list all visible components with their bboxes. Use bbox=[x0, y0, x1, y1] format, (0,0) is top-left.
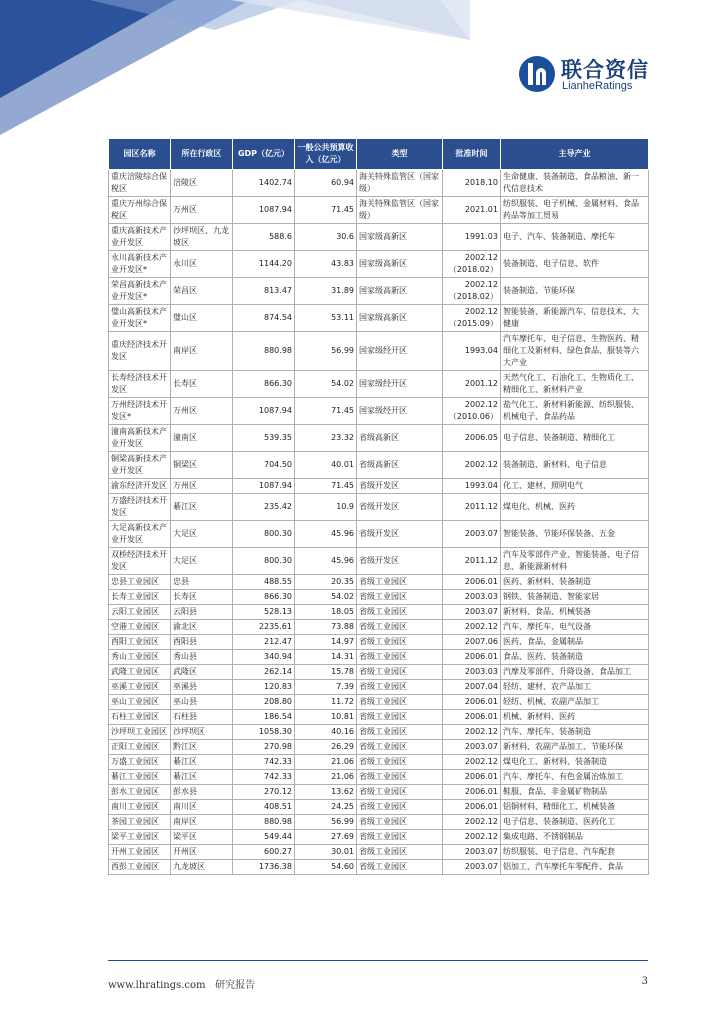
cell-approval-time: 2003.03 bbox=[443, 590, 501, 605]
cell-leading-industry: 装备制造、节能环保 bbox=[501, 278, 649, 305]
cell-park-name: 巫山工业园区 bbox=[109, 695, 171, 710]
cell-district: 万州区 bbox=[171, 197, 233, 224]
cell-budget-revenue: 15.78 bbox=[295, 665, 357, 680]
cell-leading-industry: 电子信息、装备制造、医药化工 bbox=[501, 815, 649, 830]
cell-budget-revenue: 53.11 bbox=[295, 305, 357, 332]
cell-budget-revenue: 13.62 bbox=[295, 785, 357, 800]
table-row bbox=[109, 371, 649, 398]
cell-budget-revenue: 30.6 bbox=[295, 224, 357, 251]
cell-gdp: 212.47 bbox=[233, 635, 295, 650]
cell-gdp: 1087.94 bbox=[233, 197, 295, 224]
cell-budget-revenue: 71.45 bbox=[295, 197, 357, 224]
cell-budget-revenue: 43.83 bbox=[295, 251, 357, 278]
table-row bbox=[109, 710, 649, 725]
table-row bbox=[109, 332, 649, 371]
cell-district: 黔江区 bbox=[171, 740, 233, 755]
cell-type: 省级工业园区 bbox=[357, 845, 443, 860]
cell-gdp: 800.30 bbox=[233, 521, 295, 548]
cell-park-name: 铜梁高新技术产业开发区 bbox=[109, 452, 171, 479]
cell-park-name: 空港工业园区 bbox=[109, 620, 171, 635]
cell-budget-revenue: 14.31 bbox=[295, 650, 357, 665]
cell-district: 沙坪坝区、九龙坡区 bbox=[171, 224, 233, 251]
cell-gdp: 235.42 bbox=[233, 494, 295, 521]
cell-gdp: 1736.38 bbox=[233, 860, 295, 875]
cell-leading-industry: 装备制造、新材料、电子信息 bbox=[501, 452, 649, 479]
cell-leading-industry: 汽车、摩托车、装备制造 bbox=[501, 725, 649, 740]
cell-leading-industry: 煤电化、机械、医药 bbox=[501, 494, 649, 521]
cell-park-name: 忠县工业园区 bbox=[109, 575, 171, 590]
table-row bbox=[109, 620, 649, 635]
cell-park-name: 重庆高新技术产业开发区 bbox=[109, 224, 171, 251]
table-row bbox=[109, 170, 649, 197]
cell-leading-industry: 汽车摩托车、电子信息、生物医药、精细化工及新材料、绿色食品、服装等六大产业 bbox=[501, 332, 649, 371]
cell-approval-time: 2006.01 bbox=[443, 770, 501, 785]
cell-budget-revenue: 54.02 bbox=[295, 590, 357, 605]
cell-park-name: 重庆万州综合保税区 bbox=[109, 197, 171, 224]
cell-budget-revenue: 14.97 bbox=[295, 635, 357, 650]
table-row bbox=[109, 635, 649, 650]
cell-park-name: 秀山工业园区 bbox=[109, 650, 171, 665]
table-header-row bbox=[109, 139, 649, 170]
cell-budget-revenue: 18.05 bbox=[295, 605, 357, 620]
cell-park-name: 梁平工业园区 bbox=[109, 830, 171, 845]
header-district: 所在行政区 bbox=[171, 139, 233, 170]
cell-gdp: 880.98 bbox=[233, 332, 295, 371]
cell-park-name: 酉阳工业园区 bbox=[109, 635, 171, 650]
cell-type: 国家级高新区 bbox=[357, 224, 443, 251]
brand-name-en: LianheRatings bbox=[562, 80, 633, 92]
cell-gdp: 813.47 bbox=[233, 278, 295, 305]
cell-type: 省级工业园区 bbox=[357, 755, 443, 770]
footer-label: 研究报告 bbox=[215, 980, 256, 991]
cell-type: 省级工业园区 bbox=[357, 710, 443, 725]
cell-approval-time: 2002.12 bbox=[443, 755, 501, 770]
cell-gdp: 588.6 bbox=[233, 224, 295, 251]
cell-leading-industry: 生命健康、装备制造、食品粮油、新一代信息技术 bbox=[501, 170, 649, 197]
cell-gdp: 539.35 bbox=[233, 425, 295, 452]
footer-source bbox=[108, 976, 255, 991]
cell-budget-revenue: 10.9 bbox=[295, 494, 357, 521]
cell-type: 省级工业园区 bbox=[357, 815, 443, 830]
cell-budget-revenue: 73.88 bbox=[295, 620, 357, 635]
cell-district: 荣昌区 bbox=[171, 278, 233, 305]
cell-leading-industry: 汽摩及零部件、升降设备、食品加工 bbox=[501, 665, 649, 680]
header-park-name: 园区名称 bbox=[109, 139, 171, 170]
cell-type: 省级工业园区 bbox=[357, 725, 443, 740]
table-row bbox=[109, 425, 649, 452]
cell-approval-time: 2011.12 bbox=[443, 494, 501, 521]
cell-district: 云阳县 bbox=[171, 605, 233, 620]
cell-approval-time: 2003.03 bbox=[443, 665, 501, 680]
cell-park-name: 永川高新技术产业开发区* bbox=[109, 251, 171, 278]
page-number: 3 bbox=[641, 976, 648, 987]
cell-gdp: 880.98 bbox=[233, 815, 295, 830]
cell-park-name: 渝东经济开发区 bbox=[109, 479, 171, 494]
cell-gdp: 262.14 bbox=[233, 665, 295, 680]
cell-leading-industry: 铝加工、汽车摩托车零配件、食品 bbox=[501, 860, 649, 875]
cell-budget-revenue: 20.35 bbox=[295, 575, 357, 590]
cell-approval-time: 2002.12（2015.09） bbox=[443, 305, 501, 332]
cell-approval-time: 2002.12（2018.02） bbox=[443, 251, 501, 278]
cell-gdp: 704.50 bbox=[233, 452, 295, 479]
cell-leading-industry: 钢铁、装备制造、智能家居 bbox=[501, 590, 649, 605]
cell-gdp: 1402.74 bbox=[233, 170, 295, 197]
table-row bbox=[109, 575, 649, 590]
cell-type: 省级工业园区 bbox=[357, 635, 443, 650]
cell-district: 大足区 bbox=[171, 521, 233, 548]
cell-district: 彭水县 bbox=[171, 785, 233, 800]
cell-type: 海关特殊监管区（国家级） bbox=[357, 170, 443, 197]
cell-budget-revenue: 56.99 bbox=[295, 815, 357, 830]
brand-logo bbox=[519, 56, 679, 96]
cell-budget-revenue: 40.01 bbox=[295, 452, 357, 479]
cell-district: 秀山县 bbox=[171, 650, 233, 665]
cell-approval-time: 2007.06 bbox=[443, 635, 501, 650]
cell-district: 南岸区 bbox=[171, 332, 233, 371]
cell-park-name: 潼南高新技术产业开发区 bbox=[109, 425, 171, 452]
cell-approval-time: 2006.01 bbox=[443, 695, 501, 710]
cell-gdp: 866.30 bbox=[233, 371, 295, 398]
cell-park-name: 长寿经济技术开发区 bbox=[109, 371, 171, 398]
cell-type: 省级工业园区 bbox=[357, 860, 443, 875]
cell-type: 省级工业园区 bbox=[357, 590, 443, 605]
cell-leading-industry: 新材料、食品、机械装备 bbox=[501, 605, 649, 620]
cell-gdp: 528.13 bbox=[233, 605, 295, 620]
cell-type: 国家级高新区 bbox=[357, 305, 443, 332]
cell-park-name: 万州经济技术开发区* bbox=[109, 398, 171, 425]
cell-park-name: 璧山高新技术产业开发区* bbox=[109, 305, 171, 332]
table-row bbox=[109, 845, 649, 860]
cell-park-name: 荣昌高新技术产业开发区* bbox=[109, 278, 171, 305]
cell-leading-industry: 集成电路、不锈钢制品 bbox=[501, 830, 649, 845]
cell-budget-revenue: 10.81 bbox=[295, 710, 357, 725]
cell-leading-industry: 装备制造、电子信息、软件 bbox=[501, 251, 649, 278]
cell-district: 万州区 bbox=[171, 479, 233, 494]
table-body bbox=[109, 170, 649, 875]
cell-type: 省级工业园区 bbox=[357, 620, 443, 635]
cell-district: 忠县 bbox=[171, 575, 233, 590]
cell-approval-time: 2002.12 bbox=[443, 815, 501, 830]
table-row bbox=[109, 800, 649, 815]
table-row bbox=[109, 305, 649, 332]
cell-park-name: 长寿工业园区 bbox=[109, 590, 171, 605]
cell-leading-industry: 轻纺、建材、农产品加工 bbox=[501, 680, 649, 695]
cell-approval-time: 2002.12 bbox=[443, 830, 501, 845]
cell-type: 省级工业园区 bbox=[357, 680, 443, 695]
cell-district: 长寿区 bbox=[171, 371, 233, 398]
cell-type: 省级开发区 bbox=[357, 479, 443, 494]
cell-district: 渝北区 bbox=[171, 620, 233, 635]
cell-district: 巫溪县 bbox=[171, 680, 233, 695]
table-row bbox=[109, 665, 649, 680]
cell-gdp: 1144.20 bbox=[233, 251, 295, 278]
cell-type: 省级工业园区 bbox=[357, 770, 443, 785]
header-leading-industry: 主导产业 bbox=[501, 139, 649, 170]
table-row bbox=[109, 725, 649, 740]
cell-approval-time: 2006.01 bbox=[443, 650, 501, 665]
cell-type: 省级工业园区 bbox=[357, 740, 443, 755]
cell-leading-industry: 电子信息、装备制造、精细化工 bbox=[501, 425, 649, 452]
cell-approval-time: 2003.07 bbox=[443, 845, 501, 860]
cell-type: 省级工业园区 bbox=[357, 575, 443, 590]
table-row bbox=[109, 548, 649, 575]
cell-type: 省级高新区 bbox=[357, 425, 443, 452]
cell-approval-time: 2002.12 bbox=[443, 452, 501, 479]
cell-budget-revenue: 54.60 bbox=[295, 860, 357, 875]
cell-approval-time: 2002.12（2010.06） bbox=[443, 398, 501, 425]
cell-park-name: 云阳工业园区 bbox=[109, 605, 171, 620]
table-row bbox=[109, 830, 649, 845]
cell-leading-industry: 天然气化工、石油化工、生物质化工、精细化工、新材料产业 bbox=[501, 371, 649, 398]
cell-district: 綦江区 bbox=[171, 494, 233, 521]
cell-leading-industry: 轻纺、机械、农副产品加工 bbox=[501, 695, 649, 710]
cell-type: 省级开发区 bbox=[357, 521, 443, 548]
cell-gdp: 270.12 bbox=[233, 785, 295, 800]
cell-approval-time: 2003.07 bbox=[443, 605, 501, 620]
cell-approval-time: 1993.04 bbox=[443, 332, 501, 371]
table-row bbox=[109, 770, 649, 785]
cell-gdp: 549.44 bbox=[233, 830, 295, 845]
cell-leading-industry: 鞋服、食品、非金属矿物制品 bbox=[501, 785, 649, 800]
cell-leading-industry: 盐气化工、新材料新能源、纺织服装、机械电子、食品药品 bbox=[501, 398, 649, 425]
header-type: 类型 bbox=[357, 139, 443, 170]
cell-district: 綦江区 bbox=[171, 755, 233, 770]
cell-district: 沙坪坝区 bbox=[171, 725, 233, 740]
cell-budget-revenue: 45.96 bbox=[295, 521, 357, 548]
cell-district: 大足区 bbox=[171, 548, 233, 575]
cell-leading-industry: 煤电化工、新材料、装备制造 bbox=[501, 755, 649, 770]
cell-leading-industry: 智能装备、新能源汽车、信息技术、大健康 bbox=[501, 305, 649, 332]
cell-type: 省级开发区 bbox=[357, 494, 443, 521]
cell-approval-time: 2002.12（2018.02） bbox=[443, 278, 501, 305]
cell-approval-time: 2003.07 bbox=[443, 860, 501, 875]
cell-approval-time: 2003.07 bbox=[443, 521, 501, 548]
cell-gdp: 2235.61 bbox=[233, 620, 295, 635]
cell-budget-revenue: 7.39 bbox=[295, 680, 357, 695]
cell-park-name: 綦江工业园区 bbox=[109, 770, 171, 785]
cell-park-name: 大足高新技术产业开发区 bbox=[109, 521, 171, 548]
cell-type: 国家级经开区 bbox=[357, 398, 443, 425]
cell-budget-revenue: 21.06 bbox=[295, 770, 357, 785]
cell-leading-industry: 纺织服装、电子信息、汽车配套 bbox=[501, 845, 649, 860]
lianhe-logo-icon bbox=[519, 56, 555, 92]
cell-leading-industry: 食品、医药、装备制造 bbox=[501, 650, 649, 665]
table-row bbox=[109, 680, 649, 695]
cell-park-name: 西彭工业园区 bbox=[109, 860, 171, 875]
cell-gdp: 800.30 bbox=[233, 548, 295, 575]
cell-district: 武隆区 bbox=[171, 665, 233, 680]
cell-budget-revenue: 54.02 bbox=[295, 371, 357, 398]
cell-gdp: 120.83 bbox=[233, 680, 295, 695]
cell-district: 长寿区 bbox=[171, 590, 233, 605]
cell-approval-time: 2003.07 bbox=[443, 740, 501, 755]
industrial-park-table bbox=[108, 138, 649, 875]
cell-district: 南岸区 bbox=[171, 815, 233, 830]
cell-park-name: 南川工业园区 bbox=[109, 800, 171, 815]
table-row bbox=[109, 197, 649, 224]
cell-park-name: 重庆涪陵综合保税区 bbox=[109, 170, 171, 197]
cell-gdp: 408.51 bbox=[233, 800, 295, 815]
cell-budget-revenue: 31.89 bbox=[295, 278, 357, 305]
cell-type: 国家级经开区 bbox=[357, 371, 443, 398]
cell-park-name: 茶园工业园区 bbox=[109, 815, 171, 830]
cell-park-name: 武隆工业园区 bbox=[109, 665, 171, 680]
cell-budget-revenue: 21.06 bbox=[295, 755, 357, 770]
cell-leading-industry: 汽车及零部件产业、智能装备、电子信息、新能源新材料 bbox=[501, 548, 649, 575]
cell-park-name: 双桥经济技术开发区 bbox=[109, 548, 171, 575]
cell-budget-revenue: 30.01 bbox=[295, 845, 357, 860]
cell-gdp: 1058.30 bbox=[233, 725, 295, 740]
cell-district: 巫山县 bbox=[171, 695, 233, 710]
cell-type: 海关特殊监管区（国家级） bbox=[357, 197, 443, 224]
table-row bbox=[109, 590, 649, 605]
cell-gdp: 270.98 bbox=[233, 740, 295, 755]
cell-district: 涪陵区 bbox=[171, 170, 233, 197]
cell-type: 省级工业园区 bbox=[357, 800, 443, 815]
cell-approval-time: 2002.12 bbox=[443, 725, 501, 740]
cell-district: 九龙坡区 bbox=[171, 860, 233, 875]
cell-approval-time: 2002.12 bbox=[443, 620, 501, 635]
cell-approval-time: 2007.04 bbox=[443, 680, 501, 695]
cell-type: 国家级高新区 bbox=[357, 251, 443, 278]
cell-district: 梁平区 bbox=[171, 830, 233, 845]
cell-budget-revenue: 60.94 bbox=[295, 170, 357, 197]
cell-approval-time: 2011.12 bbox=[443, 548, 501, 575]
table-row bbox=[109, 494, 649, 521]
cell-gdp: 340.94 bbox=[233, 650, 295, 665]
table-row bbox=[109, 521, 649, 548]
cell-leading-industry: 医药、新材料、装备制造 bbox=[501, 575, 649, 590]
cell-gdp: 742.33 bbox=[233, 755, 295, 770]
cell-budget-revenue: 71.45 bbox=[295, 479, 357, 494]
table-row bbox=[109, 650, 649, 665]
table-row bbox=[109, 860, 649, 875]
cell-park-name: 万盛工业园区 bbox=[109, 755, 171, 770]
cell-district: 璧山区 bbox=[171, 305, 233, 332]
cell-approval-time: 2006.05 bbox=[443, 425, 501, 452]
cell-gdp: 874.54 bbox=[233, 305, 295, 332]
cell-district: 永川区 bbox=[171, 251, 233, 278]
cell-type: 国家级经开区 bbox=[357, 332, 443, 371]
cell-leading-industry: 汽车、摩托车、电气设备 bbox=[501, 620, 649, 635]
cell-approval-time: 2001.12 bbox=[443, 371, 501, 398]
cell-approval-time: 2006.01 bbox=[443, 800, 501, 815]
table-row bbox=[109, 695, 649, 710]
cell-park-name: 巫溪工业园区 bbox=[109, 680, 171, 695]
cell-type: 省级工业园区 bbox=[357, 830, 443, 845]
cell-type: 省级工业园区 bbox=[357, 695, 443, 710]
cell-budget-revenue: 40.16 bbox=[295, 725, 357, 740]
table-row bbox=[109, 479, 649, 494]
cell-approval-time: 1993.04 bbox=[443, 479, 501, 494]
cell-gdp: 600.27 bbox=[233, 845, 295, 860]
cell-gdp: 866.30 bbox=[233, 590, 295, 605]
cell-budget-revenue: 45.96 bbox=[295, 548, 357, 575]
header-approval-time: 批准时间 bbox=[443, 139, 501, 170]
cell-district: 酉阳县 bbox=[171, 635, 233, 650]
cell-district: 万州区 bbox=[171, 398, 233, 425]
cell-gdp: 208.80 bbox=[233, 695, 295, 710]
header-budget-revenue: 一般公共预算收入（亿元） bbox=[295, 139, 357, 170]
cell-budget-revenue: 27.69 bbox=[295, 830, 357, 845]
cell-leading-industry: 智能装备、节能环保装备、五金 bbox=[501, 521, 649, 548]
table-row bbox=[109, 785, 649, 800]
cell-park-name: 正阳工业园区 bbox=[109, 740, 171, 755]
cell-park-name: 石柱工业园区 bbox=[109, 710, 171, 725]
cell-gdp: 1087.94 bbox=[233, 479, 295, 494]
table-row bbox=[109, 398, 649, 425]
cell-approval-time: 2006.01 bbox=[443, 710, 501, 725]
header-gdp: GDP（亿元） bbox=[233, 139, 295, 170]
cell-gdp: 1087.94 bbox=[233, 398, 295, 425]
cell-gdp: 186.54 bbox=[233, 710, 295, 725]
table-row bbox=[109, 224, 649, 251]
cell-budget-revenue: 11.72 bbox=[295, 695, 357, 710]
cell-park-name: 万盛经济技术开发区 bbox=[109, 494, 171, 521]
cell-leading-industry: 化工、建材、照明电气 bbox=[501, 479, 649, 494]
brand-name-cn: 联合资信 bbox=[561, 58, 649, 82]
table-row bbox=[109, 755, 649, 770]
cell-approval-time: 1991.03 bbox=[443, 224, 501, 251]
cell-budget-revenue: 23.32 bbox=[295, 425, 357, 452]
table-row bbox=[109, 452, 649, 479]
cell-district: 綦江区 bbox=[171, 770, 233, 785]
cell-park-name: 重庆经济技术开发区 bbox=[109, 332, 171, 371]
table-row bbox=[109, 251, 649, 278]
cell-district: 石柱县 bbox=[171, 710, 233, 725]
cell-approval-time: 2018.10 bbox=[443, 170, 501, 197]
cell-type: 省级高新区 bbox=[357, 452, 443, 479]
cell-park-name: 沙坪坝工业园区 bbox=[109, 725, 171, 740]
cell-budget-revenue: 71.45 bbox=[295, 398, 357, 425]
cell-leading-industry: 医药、食品、金属制品 bbox=[501, 635, 649, 650]
cell-approval-time: 2006.01 bbox=[443, 785, 501, 800]
cell-leading-industry: 铝铜材料、精细化工、机械装备 bbox=[501, 800, 649, 815]
cell-leading-industry: 新材料、农副产品加工、节能环保 bbox=[501, 740, 649, 755]
cell-type: 省级工业园区 bbox=[357, 665, 443, 680]
table-row bbox=[109, 605, 649, 620]
cell-leading-industry: 电子、汽车、装备制造、摩托车 bbox=[501, 224, 649, 251]
cell-type: 省级工业园区 bbox=[357, 650, 443, 665]
cell-gdp: 488.55 bbox=[233, 575, 295, 590]
table-row bbox=[109, 278, 649, 305]
table-row bbox=[109, 740, 649, 755]
cell-approval-time: 2006.01 bbox=[443, 575, 501, 590]
cell-district: 开州区 bbox=[171, 845, 233, 860]
cell-district: 铜梁区 bbox=[171, 452, 233, 479]
cell-type: 省级工业园区 bbox=[357, 605, 443, 620]
footer-divider bbox=[108, 960, 648, 961]
cell-type: 省级工业园区 bbox=[357, 785, 443, 800]
table-row bbox=[109, 815, 649, 830]
cell-type: 国家级高新区 bbox=[357, 278, 443, 305]
cell-park-name: 开州工业园区 bbox=[109, 845, 171, 860]
footer-website: www.lhratings.com bbox=[108, 980, 206, 991]
cell-leading-industry: 纺织服装、电子机械、金属材料、食品药品等加工贸易 bbox=[501, 197, 649, 224]
cell-leading-industry: 机械、新材料、医药 bbox=[501, 710, 649, 725]
cell-approval-time: 2021.01 bbox=[443, 197, 501, 224]
cell-park-name: 彭水工业园区 bbox=[109, 785, 171, 800]
cell-type: 省级开发区 bbox=[357, 548, 443, 575]
cell-gdp: 742.33 bbox=[233, 770, 295, 785]
cell-district: 潼南区 bbox=[171, 425, 233, 452]
cell-leading-industry: 汽车、摩托车、有色金属冶炼加工 bbox=[501, 770, 649, 785]
cell-district: 南川区 bbox=[171, 800, 233, 815]
cell-budget-revenue: 26.29 bbox=[295, 740, 357, 755]
cell-budget-revenue: 56.99 bbox=[295, 332, 357, 371]
cell-budget-revenue: 24.25 bbox=[295, 800, 357, 815]
